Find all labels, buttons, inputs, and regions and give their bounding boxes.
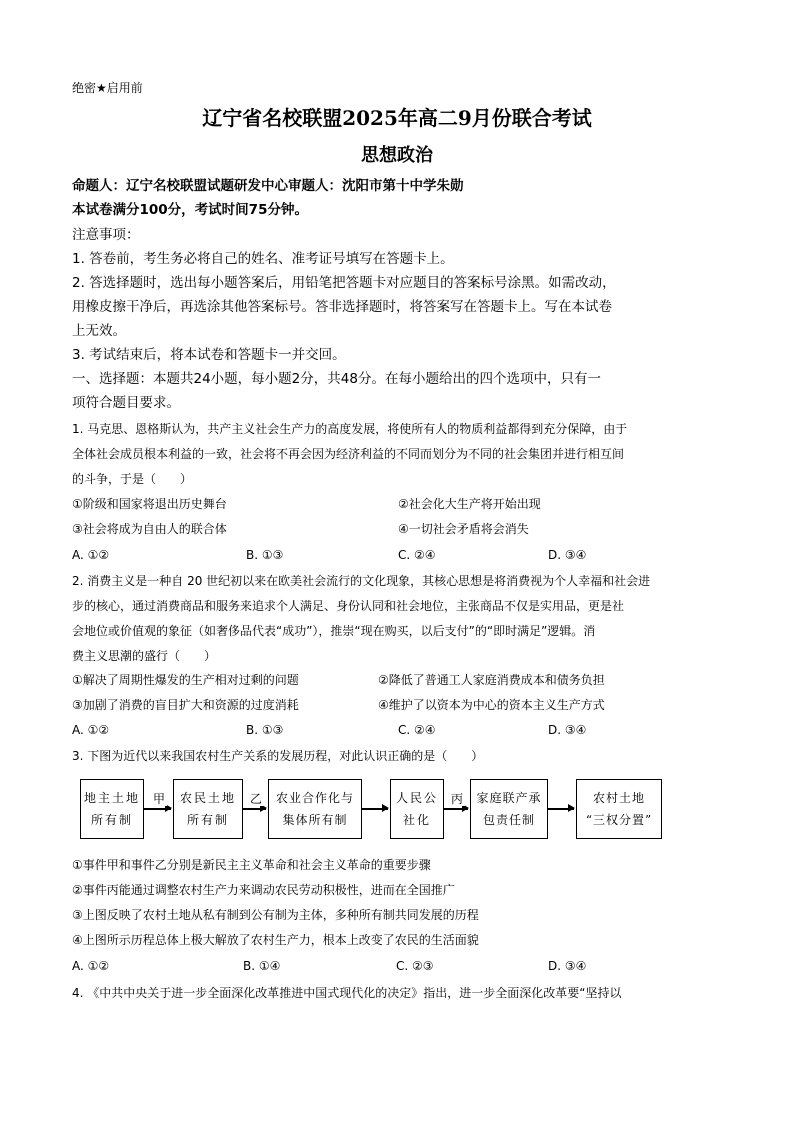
q2-option-d: D. ③④ <box>548 723 587 737</box>
flow-box-3-line-2: 集体所有制 <box>282 813 348 827</box>
notes-heading: 注意事项： <box>72 227 140 243</box>
section-1-line-1: 一、选择题：本题共24小题，每小题2分，共48分。在每小题给出的四个选项中，只有一 <box>72 371 601 387</box>
flow-box-4-line-2: 社化 <box>402 813 431 827</box>
q2-stem-line-1: 2. 消费主义是一种自 20 世纪初以来在欧美社会流行的文化现象，其核心思想是将消费视为个人幸福和社会进 <box>72 574 651 588</box>
q2-option-b: B. ①③ <box>246 723 284 737</box>
section-1-line-2: 项符合题目要求。 <box>72 395 180 411</box>
q3-option-d: D. ③④ <box>548 959 587 973</box>
flow-box-6 <box>576 779 662 839</box>
q2-stem-line-4: 费主义思潮的盛行（ ） <box>72 649 217 663</box>
q2-option-c: C. ②④ <box>398 723 436 737</box>
note-2-line-1: 2. 答选择题时，选出每小题答案后，用铅笔把答题卡对应题目的答案标号涂黑。如需改动， <box>72 275 616 291</box>
q1-statement-3: ③社会将成为自由人的联合体 <box>72 522 227 536</box>
note-2-line-3: 上无效。 <box>72 323 126 339</box>
flow-box-6-line-1: 农村土地 <box>592 791 645 805</box>
authors-line: 命题人：辽宁名校联盟试题研发中心审题人：沈阳市第十中学朱勋 <box>72 178 464 194</box>
q3-statement-1: ①事件甲和事件乙分别是新民主主义革命和社会主义革命的重要步骤 <box>72 858 431 872</box>
flow-box-4-line-1: 人民公 <box>395 791 438 805</box>
flow-arrow-2 <box>243 808 266 810</box>
flow-box-1 <box>80 779 144 839</box>
q2-statement-3: ③加剧了消费的盲目扩大和资源的过度消耗 <box>72 698 299 712</box>
flow-box-5-line-2: 包责任制 <box>482 813 535 827</box>
q2-option-a: A. ①② <box>72 723 110 737</box>
note-1: 1. 答卷前，考生务必将自己的姓名、准考证号填写在答题卡上。 <box>72 251 454 267</box>
note-3: 3. 考试结束后，将本试卷和答题卡一并交回。 <box>72 347 346 363</box>
flow-arrow-5 <box>548 808 574 810</box>
q1-option-c: C. ②④ <box>398 548 436 562</box>
flow-box-3-line-1: 农业合作化与 <box>275 791 354 805</box>
subject-title: 思想政治 <box>361 145 433 166</box>
flow-arrow-1 <box>144 808 171 810</box>
q3-option-c: C. ②③ <box>396 959 434 973</box>
flow-arrow-4 <box>444 808 468 810</box>
flow-box-5-line-1: 家庭联产承 <box>476 791 542 805</box>
q3-option-b: B. ①④ <box>243 959 281 973</box>
q1-statement-1: ①阶级和国家将退出历史舞台 <box>72 497 227 511</box>
q1-stem-line-2: 全体社会成员根本利益的一致，社会将不再会因为经济利益的不同而划分为不同的社会集团并进行相互间 <box>72 447 625 461</box>
flow-label-yi: 乙 <box>250 792 263 806</box>
flow-box-4 <box>390 779 444 839</box>
flow-box-3 <box>268 779 362 839</box>
note-2-line-2: 用橡皮擦干净后，再选涂其他答案标号。答非选择题时，将答案写在答题卡上。写在本试卷 <box>72 299 612 315</box>
q3-statement-2: ②事件丙能通过调整农村生产力来调动农民劳动积极性，进而在全国推广 <box>72 883 455 897</box>
flow-label-jia: 甲 <box>153 792 166 806</box>
q1-option-b: B. ①③ <box>246 548 284 562</box>
q1-option-d: D. ③④ <box>548 548 587 562</box>
q1-statement-2: ②社会化大生产将开始出现 <box>398 497 541 511</box>
q1-stem-line-3: 的斗争，于是（ ） <box>72 472 193 486</box>
confidential-mark: 绝密★启用前 <box>72 81 143 95</box>
flow-box-2 <box>173 779 243 839</box>
q2-stem-line-2: 步的核心，通过消费商品和服务来追求个人满足、身份认同和社会地位，主张商品不仅是实用品，更是社 <box>72 599 625 613</box>
q3-statement-4: ④上图所示历程总体上极大解放了农村生产力，根本上改变了农民的生活面貌 <box>72 933 479 947</box>
q2-statement-1: ①解决了周期性爆发的生产相对过剩的问题 <box>72 673 299 687</box>
q3-statement-3: ③上图反映了农村土地从私有制到公有制为主体，多种所有制共同发展的历程 <box>72 908 479 922</box>
flow-box-2-line-1: 农民土地 <box>179 791 236 805</box>
flow-box-1-line-2: 所有制 <box>90 813 133 827</box>
q4-stem-line-1: 4. 《中共中央关于进一步全面深化改革推进中国式现代化的决定》指出，进一步全面深化改革要“坚持以 <box>72 986 622 1000</box>
q3-stem-line-1: 3. 下图为近代以来我国农村生产关系的发展历程，对此认识正确的是（ ） <box>72 749 484 763</box>
q1-statement-4: ④一切社会矛盾将会消失 <box>398 522 529 536</box>
flow-box-5 <box>470 779 548 839</box>
flow-box-2-line-2: 所有制 <box>186 813 229 827</box>
score-time-line: 本试卷满分100分，考试时间75分钟。 <box>72 202 308 218</box>
q1-option-a: A. ①② <box>72 548 110 562</box>
flow-label-bing: 丙 <box>451 792 464 806</box>
q1-stem-line-1: 1. 马克思、恩格斯认为，共产主义社会生产力的高度发展，将使所有人的物质利益都得到充分保障，由于 <box>72 422 628 436</box>
q2-stem-line-3: 会地位或价值观的象征（如奢侈品代表“成功”），推崇“现在购买，以后支付”的“即时满足”逻辑。消 <box>72 624 596 638</box>
q2-statement-2: ②降低了普通工人家庭消费成本和债务负担 <box>378 673 605 687</box>
flow-box-6-line-2: “三权分置” <box>585 813 653 827</box>
exam-title: 辽宁省名校联盟2025年高二9月份联合考试 <box>202 106 592 130</box>
q3-option-a: A. ①② <box>72 959 110 973</box>
flow-arrow-3 <box>362 808 388 810</box>
flow-box-1-line-1: 地主土地 <box>83 791 140 805</box>
q2-statement-4: ④维护了以资本为中心的资本主义生产方式 <box>378 698 605 712</box>
